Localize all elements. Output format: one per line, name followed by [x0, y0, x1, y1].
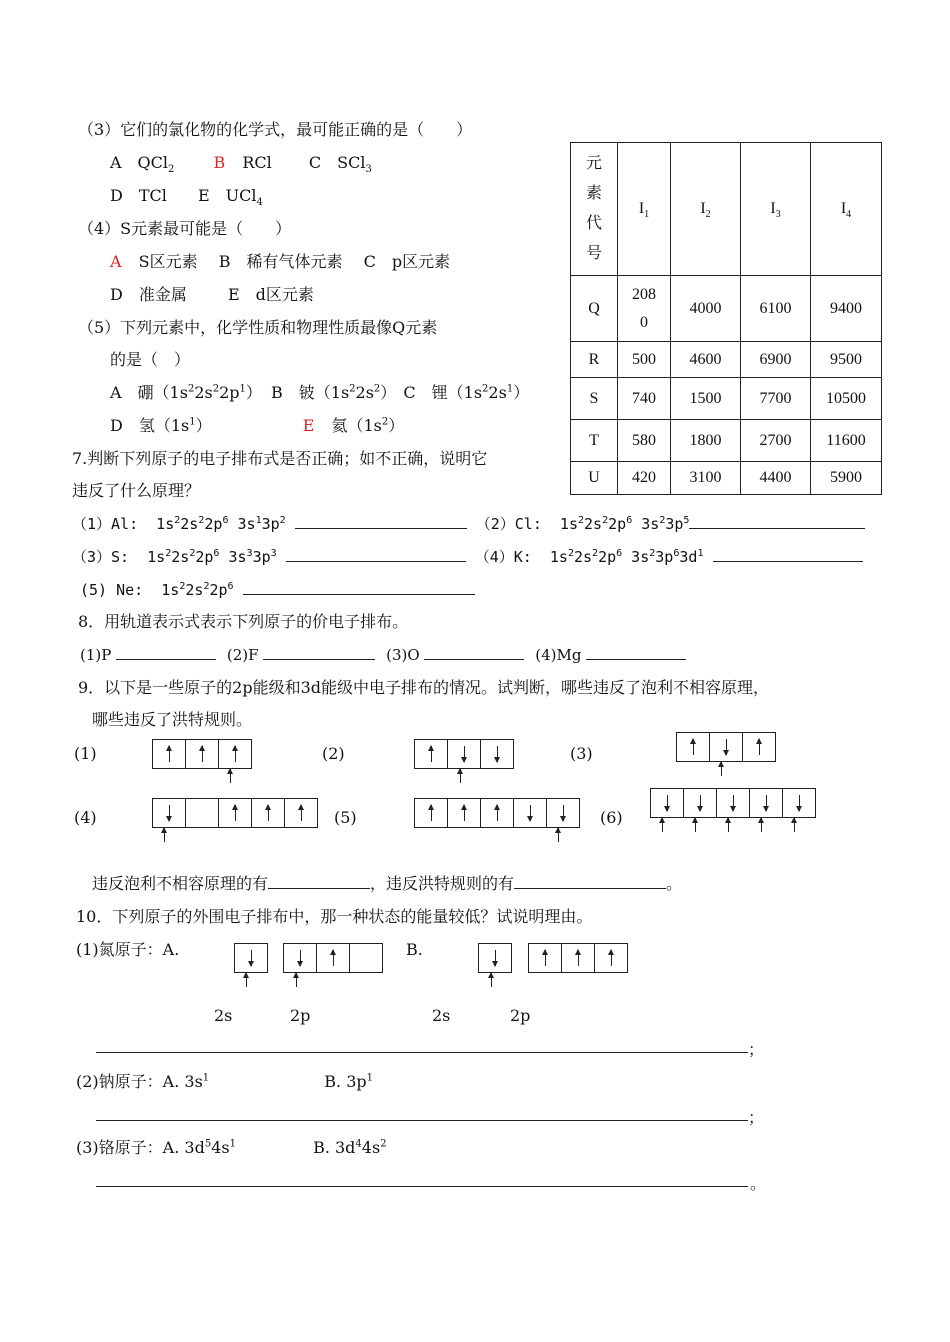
q5-options-row1 [110, 383, 529, 403]
q9-label-2: (2) [322, 744, 345, 763]
label-2p-b: 2p [510, 1006, 531, 1025]
q10-nitrogen-b-label: B. [406, 940, 423, 959]
q8-title: 8．用轨道表示式表示下列原子的价电子排布。 [78, 612, 409, 631]
orbital-diagram-3 [676, 732, 776, 762]
q7-title-line2: 违反了什么原理？ [72, 481, 201, 500]
q8-items [80, 645, 686, 665]
table-cell-i3: 7700 [741, 378, 811, 420]
q7-item-ne: (5) Ne: [80, 581, 144, 599]
q4-option-a-letter: A [110, 252, 122, 271]
q3-option-c: C SCl$_3$ [308, 153, 372, 176]
table-row [571, 378, 882, 420]
q4-option-d: D 准金属 [110, 285, 187, 304]
table-cell-element: Q [571, 276, 618, 342]
q3-stem: （3）它们的氯化物的化学式，最可能正确的是（ ） [78, 120, 473, 139]
orbital-diagram-4 [152, 798, 318, 828]
q7-row3: (5) Ne: $1s^22s^22p^6$ [80, 580, 475, 600]
q7-item-s: （3）S: [72, 548, 130, 566]
q10-nitrogen-label: (1)氮原子：A. [76, 940, 180, 959]
down-arrow-icon [733, 795, 734, 811]
q8-answer-f[interactable] [263, 645, 375, 660]
pointer-arrow-icon [164, 828, 165, 842]
table-cell-i3: 6900 [741, 342, 811, 378]
table-cell-i4: 10500 [811, 378, 882, 420]
q5-option-b: B 铍$(1s^22s^2)$ [271, 383, 397, 402]
table-cell-i2: 4000 [671, 276, 741, 342]
up-arrow-icon [333, 950, 334, 966]
q4-option-c: C p区元素 [363, 252, 451, 271]
up-arrow-icon [235, 805, 236, 821]
pointer-arrow-icon [728, 818, 729, 832]
q10-sodium-a: (2)钠原子：A. $3s^1$ [76, 1072, 210, 1091]
q8-answer-mg[interactable] [586, 645, 686, 660]
table-cell-i4: 11600 [811, 420, 882, 462]
down-arrow-icon [495, 950, 496, 966]
table-header-i3: $I_3$ [741, 143, 811, 276]
table-cell-i3: 4400 [741, 462, 811, 495]
q8-answer-o[interactable] [424, 645, 524, 660]
down-arrow-icon [667, 795, 668, 811]
up-arrow-icon [169, 746, 170, 762]
table-cell-i2: 1800 [671, 420, 741, 462]
table-cell-i1: 208 0 [618, 276, 671, 342]
orbital-diagram-6 [650, 788, 816, 818]
q9-answer-hund-label: ，违反洪特规则的有 [370, 874, 515, 893]
up-arrow-icon [431, 746, 432, 762]
table-cell-i1: 740 [618, 378, 671, 420]
q7-answer-ne[interactable] [243, 580, 475, 595]
q4-option-e: E d区元素 [227, 285, 314, 304]
q9-answer-pauli-label: 违反泡利不相容原理的有 [92, 874, 269, 893]
pointer-arrow-icon [794, 818, 795, 832]
q10-chromium-row [76, 1138, 387, 1158]
up-arrow-icon [202, 746, 203, 762]
q9-answer-hund[interactable] [514, 874, 666, 889]
table-cell-i1: 580 [618, 420, 671, 462]
q9-answer-pauli[interactable] [268, 874, 370, 889]
q5-stem-line2: 的是（ ） [110, 350, 191, 369]
q7-answer-k[interactable] [713, 547, 863, 562]
up-arrow-icon [759, 739, 760, 755]
q10-sodium-row [76, 1072, 373, 1092]
label-2s-a: 2s [214, 1006, 233, 1025]
table-row [571, 342, 882, 378]
q5-stem-line1: （5）下列元素中，化学性质和物理性质最像Q元素 [78, 318, 438, 337]
label-2s-b: 2s [432, 1006, 451, 1025]
q5-option-e-text: 氦$(1s^2)$ [331, 416, 405, 435]
orbital-diagram-n-a-2s [234, 943, 268, 973]
table-header-i4: $I_4$ [811, 143, 882, 276]
q5-option-c: C 锂$(1s^22s^1)$ [403, 383, 530, 402]
q9-label-1: (1) [74, 744, 97, 763]
table-header-element-code: 元 素 代 号 [571, 143, 618, 276]
up-arrow-icon [301, 805, 302, 821]
q4-options-row2 [110, 285, 314, 305]
pointer-arrow-icon [662, 818, 663, 832]
q9-label-3: (3) [570, 744, 593, 763]
table-header-row [571, 143, 882, 276]
q7-row1: （1）Al: $1s^22s^22p^6$ $3s^13p^2$ （2）Cl: $1s^22s^22p^6$ $3s^23p^5$ [72, 514, 865, 534]
q7-row2: （3）S: $1s^22s^22p^6$ $3s^33p^3$ （4）K: $1s^22s^22p^6$ $3s^23p^63d^1$ [72, 547, 863, 567]
orbital-diagram-2 [414, 739, 514, 769]
table-cell-i1: 500 [618, 342, 671, 378]
up-arrow-icon [545, 950, 546, 966]
orbital-diagram-5 [414, 798, 580, 828]
q7-item-cl: （2）Cl: [475, 515, 542, 533]
q7-answer-al[interactable] [295, 514, 467, 529]
up-arrow-icon [611, 950, 612, 966]
q3-options-row2 [110, 186, 263, 209]
orbital-diagram-n-b-2s [478, 943, 512, 973]
q10-answer-line-2[interactable] [96, 1120, 748, 1121]
orbital-diagram-1 [152, 739, 252, 769]
pointer-arrow-icon [296, 973, 297, 987]
q8-item-f: (2)F [226, 646, 259, 664]
table-header-i2: $I_2$ [671, 143, 741, 276]
q5-options-row2 [110, 416, 404, 436]
orbital-diagram-n-b-2p [528, 943, 628, 973]
down-arrow-icon [464, 746, 465, 762]
down-arrow-icon [799, 795, 800, 811]
q3-option-a: A QCl$_2$ [110, 153, 175, 176]
q3-option-b-letter: B [213, 153, 226, 172]
q4-stem: （4）S元素最可能是（ ） [78, 219, 292, 238]
table-cell-i2: 1500 [671, 378, 741, 420]
pointer-arrow-icon [558, 828, 559, 842]
q10-chromium-a: (3)铬原子：A. $3d^54s^1$ [76, 1138, 236, 1157]
table-cell-i1: 420 [618, 462, 671, 495]
down-arrow-icon [300, 950, 301, 966]
up-arrow-icon [268, 805, 269, 821]
q10-sodium-b: B. $3p^1$ [324, 1072, 373, 1091]
pointer-arrow-icon [460, 769, 461, 783]
q3-option-b-text: RCl [242, 153, 272, 172]
q5-option-a: A 硼$(1s^22s^22p^1)$ [110, 383, 262, 402]
pointer-arrow-icon [761, 818, 762, 832]
table-cell-i3: 6100 [741, 276, 811, 342]
down-arrow-icon [497, 746, 498, 762]
q7-answer-s[interactable] [286, 547, 466, 562]
q10-chromium-b: B. $3d^44s^2$ [313, 1138, 387, 1157]
q3-option-d: D TCl [110, 186, 167, 205]
q8-item-o: (3)O [386, 646, 420, 664]
table-header-i1: $I_1$ [618, 143, 671, 276]
q7-title-line1: 7.判断下列原子的电子排布式是否正确；如不正确，说明它 [72, 449, 488, 468]
down-arrow-icon [726, 739, 727, 755]
q5-option-d: D 氢$(1s^1)$ [110, 416, 212, 435]
up-arrow-icon [235, 746, 236, 762]
q7-item-al: （1）Al: [72, 515, 139, 533]
q9-title-line1: 9．以下是一些原子的2p能级和3d能级中电子排布的情况。试判断，哪些违反了泡利不相容原理， [78, 678, 770, 697]
down-arrow-icon [766, 795, 767, 811]
q4-option-a-text: S区元素 [138, 252, 198, 271]
q9-label-6: (6) [600, 808, 623, 827]
table-cell-i4: 9500 [811, 342, 882, 378]
table-cell-element: U [571, 462, 618, 495]
table-cell-i3: 2700 [741, 420, 811, 462]
table-row [571, 420, 882, 462]
pointer-arrow-icon [491, 973, 492, 987]
q3-options-row1 [110, 153, 372, 176]
table-cell-element: S [571, 378, 618, 420]
orbital-diagram-n-a-2p [283, 943, 383, 973]
q5-option-e-letter: E [302, 416, 315, 435]
up-arrow-icon [578, 950, 579, 966]
q7-item-k: （4）K: [474, 548, 532, 566]
table-cell-element: R [571, 342, 618, 378]
up-arrow-icon [693, 739, 694, 755]
q10-title: 10．下列原子的外围电子排布中，那一种状态的能量较低？试说明理由。 [76, 907, 593, 926]
q4-options-row1 [110, 252, 450, 272]
down-arrow-icon [530, 805, 531, 821]
q8-item-mg: (4)Mg [535, 646, 582, 664]
table-cell-i2: 3100 [671, 462, 741, 495]
q9-label-5: (5) [334, 808, 357, 827]
ionization-energy-table [570, 142, 882, 495]
down-arrow-icon [251, 950, 252, 966]
down-arrow-icon [169, 805, 170, 821]
q8-answer-p[interactable] [116, 645, 216, 660]
q8-item-p: (1)P [80, 646, 112, 664]
down-arrow-icon [563, 805, 564, 821]
q9-answer-line: 违反泡利不相容原理的有 ，违反洪特规则的有 。 [92, 874, 683, 893]
pointer-arrow-icon [230, 769, 231, 783]
q4-option-b: B 稀有气体元素 [218, 252, 343, 271]
up-arrow-icon [431, 805, 432, 821]
up-arrow-icon [464, 805, 465, 821]
q10-answer-line-3[interactable] [96, 1186, 748, 1187]
table-cell-i4: 9400 [811, 276, 882, 342]
table-row [571, 276, 882, 342]
table-cell-i2: 4600 [671, 342, 741, 378]
up-arrow-icon [497, 805, 498, 821]
q7-answer-cl[interactable] [689, 514, 865, 529]
pointer-arrow-icon [246, 973, 247, 987]
table-row [571, 462, 882, 495]
label-2p-a: 2p [290, 1006, 311, 1025]
pointer-arrow-icon [695, 818, 696, 832]
table-cell-element: T [571, 420, 618, 462]
table-cell-i4: 5900 [811, 462, 882, 495]
pointer-arrow-icon [721, 762, 722, 776]
q9-label-4: (4) [74, 808, 97, 827]
q10-answer-line-1[interactable] [96, 1052, 748, 1053]
q3-option-e: E UCl$_4$ [197, 186, 263, 209]
down-arrow-icon [700, 795, 701, 811]
q9-title-line2: 哪些违反了洪特规则。 [92, 710, 253, 729]
